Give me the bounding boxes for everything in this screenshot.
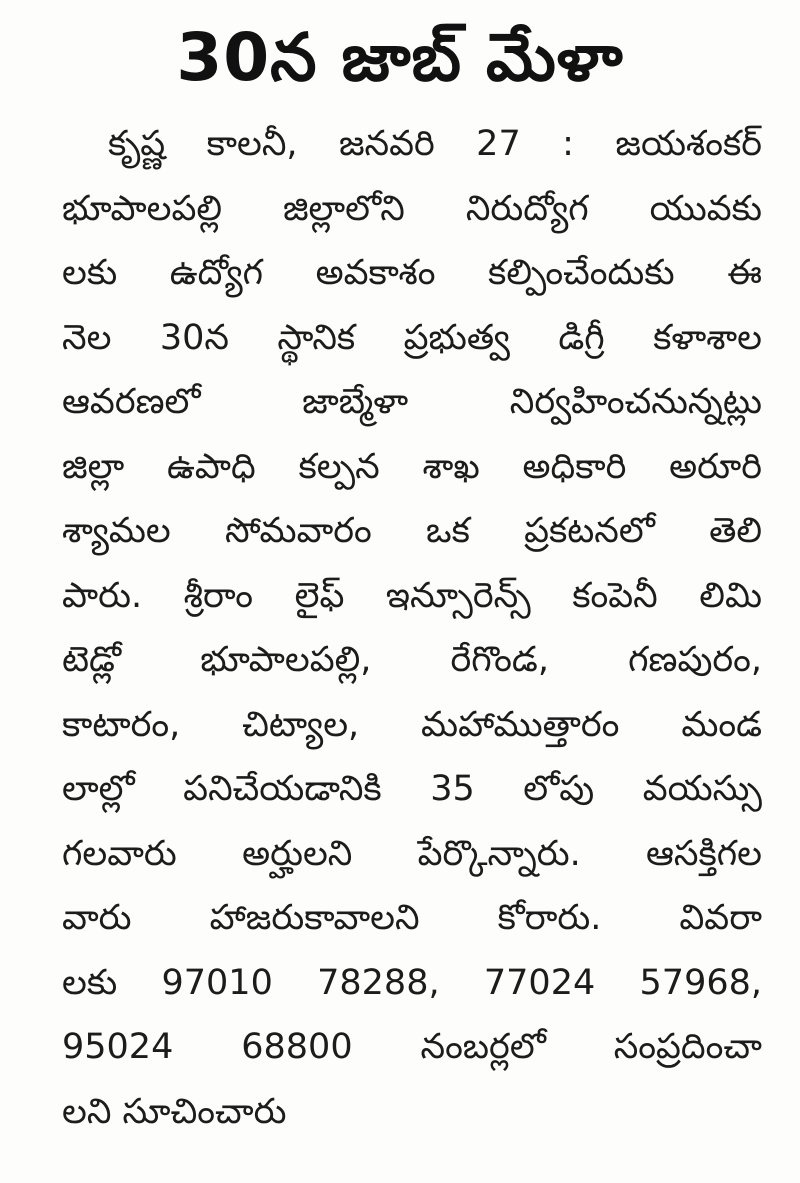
article-line: కాటారం, చిట్యాల, మహాముత్తారం మండ: [62, 704, 762, 745]
article-line: లని సూచించారు: [62, 1091, 287, 1132]
article-line: గలవారు అర్హులని పేర్కొన్నారు. ఆసక్తిగల: [62, 833, 762, 874]
article-headline: 30న జాబ్ మేళా: [176, 19, 624, 96]
article-line: లాల్లో పనిచేయడానికి 35 లోపు వయస్సు: [62, 769, 762, 809]
article-line: నెల 30న స్థానిక ప్రభుత్వ డిగ్రీ కళాశాల: [62, 317, 762, 358]
article-line: కృష్ణ కాలనీ, జనవరి 27 : జయశంకర్: [108, 124, 762, 164]
article-line: పారు. శ్రీరాం లైఫ్ ఇన్సూరెన్స్ కంపెనీ లిమి: [62, 575, 762, 616]
article-line: 95024 68800 నంబర్లలో సంప్రదించా: [62, 1027, 762, 1067]
article-line: ఆవరణలో జాబ్మేళా నిర్వహించనున్నట్లు: [62, 382, 762, 422]
article-body: [62, 112, 762, 1144]
article-line: లకు ఉద్యోగ అవకాశం కల్పించేందుకు ఈ: [62, 253, 762, 293]
article-line: వారు హాజరుకావాలని కోరారు. వివరా: [62, 898, 762, 938]
article-line: శ్యామల సోమవారం ఒక ప్రకటనలో తెలి: [62, 511, 762, 551]
article-line: భూపాలపల్లి జిల్లాలోని నిరుద్యోగ యువకు: [62, 188, 762, 229]
article-line: జిల్లా ఉపాధి కల్పన శాఖ అధికారి అరూరి: [62, 446, 762, 487]
article-line: టెడ్లో భూపాలపల్లి, రేగొండ, గణపురం,: [62, 640, 762, 680]
article-line: లకు 97010 78288, 77024 57968,: [62, 962, 762, 1003]
